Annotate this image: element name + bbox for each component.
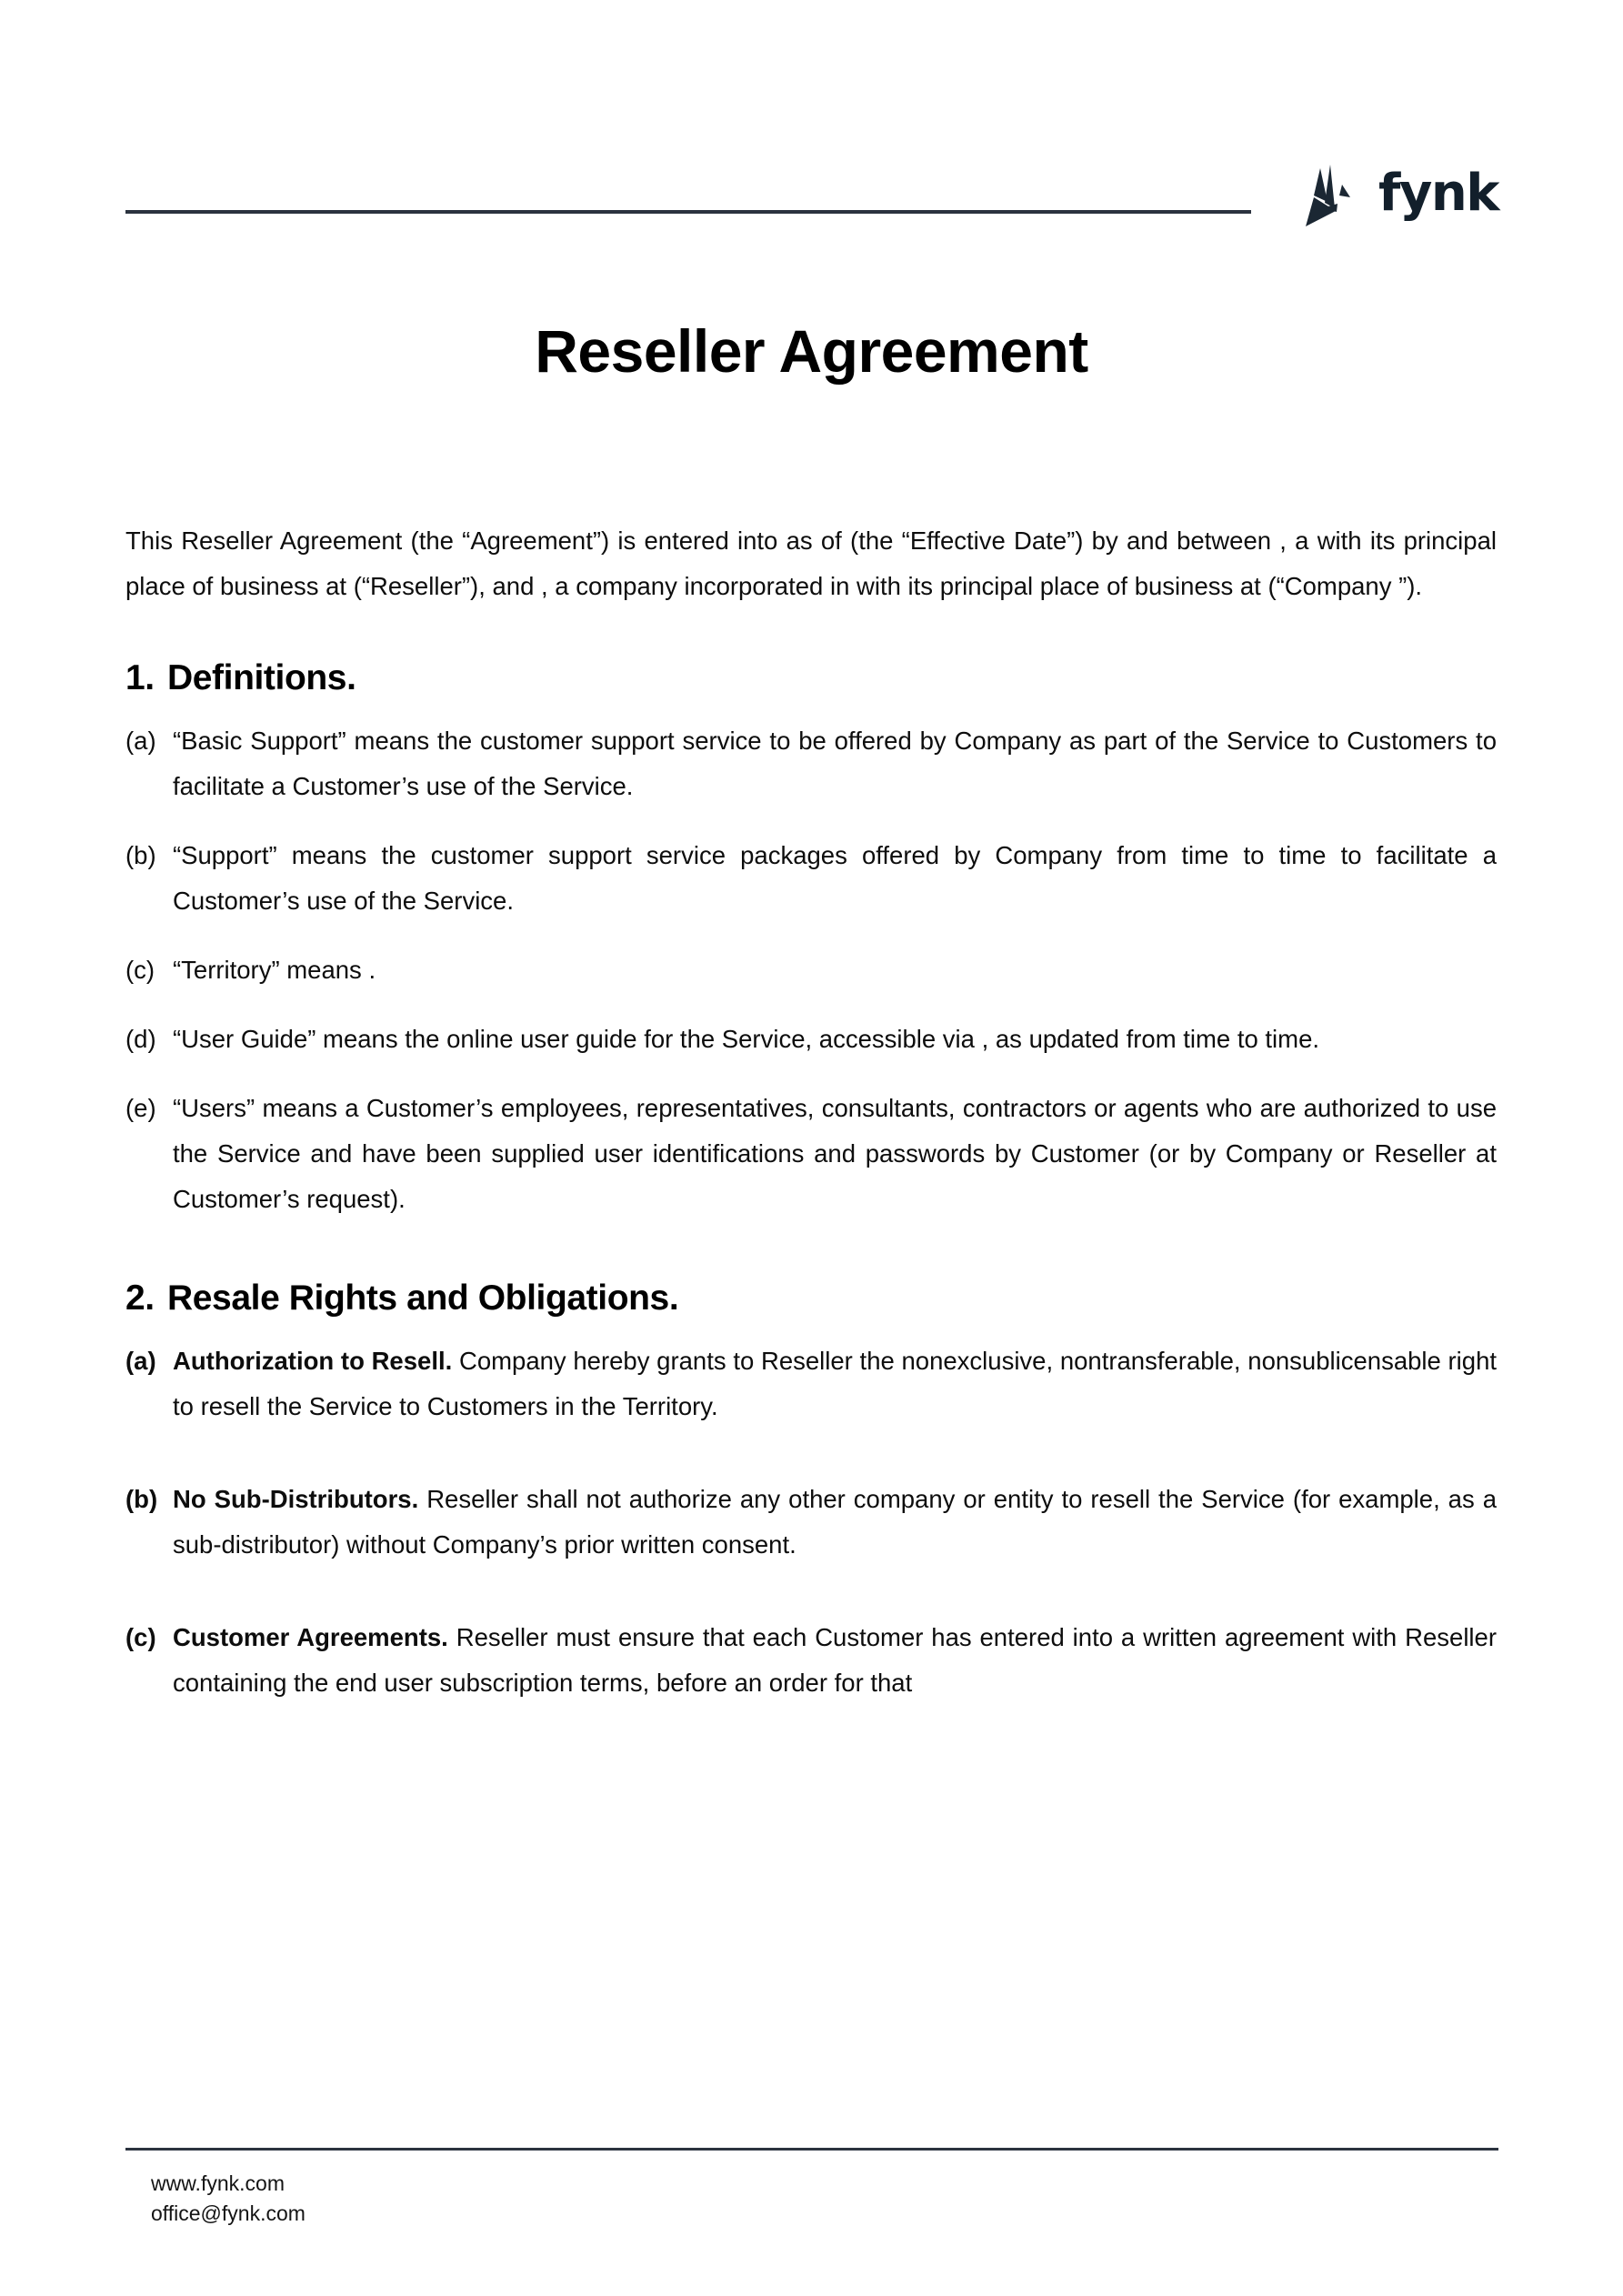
section-heading xyxy=(125,658,1497,698)
header-divider xyxy=(125,210,1251,214)
section-title: Definitions. xyxy=(167,658,356,697)
section-title: Resale Rights and Obligations. xyxy=(167,1278,679,1318)
clause-text xyxy=(173,1338,1497,1429)
fynk-origami-bird-icon xyxy=(1302,161,1366,230)
clause-item xyxy=(125,833,1497,924)
clause-text: “Territory” means . xyxy=(173,956,376,984)
clause-text xyxy=(173,1477,1497,1568)
clause-marker: (a) xyxy=(125,1347,156,1375)
clause-lead: No Sub-Distributors. xyxy=(173,1485,419,1513)
clause-text: “Support” means the customer support service packages offered by Company from time to time to facilitate a Customer’s use of the Service. xyxy=(173,841,1497,915)
clause-item xyxy=(125,1086,1497,1222)
footer-email[interactable]: office@fynk.com xyxy=(151,2201,306,2225)
clause-item xyxy=(125,1615,1497,1706)
clause-lead: Customer Agreements. xyxy=(173,1623,448,1651)
clause-text xyxy=(173,1615,1497,1706)
clause-item xyxy=(125,1017,1497,1062)
page-header xyxy=(125,145,1498,246)
clause-marker: (e) xyxy=(125,1094,156,1122)
clause-list xyxy=(125,718,1497,1222)
section-resale-rights xyxy=(125,1278,1497,1706)
clause-item xyxy=(125,1338,1497,1429)
clause-list xyxy=(125,1338,1497,1706)
clause-text-rest: Reseller must ensure that each Customer has entered into a written agreement with Reseller containing the end user subscription terms, before an order for that xyxy=(173,1623,1497,1697)
clause-text: “User Guide” means the online user guide for the Service, accessible via , as updated from time to time. xyxy=(173,1025,1320,1053)
clause-text: “Basic Support” means the customer support service to be offered by Company as part of the Service to Customers to facilitate a Customer’s use of the Service. xyxy=(173,727,1497,800)
brand-logo xyxy=(1302,161,1498,230)
page-footer xyxy=(125,2148,1498,2229)
intro-paragraph: This Reseller Agreement (the “Agreement”) is entered into as of (the “Effective Date”) by and between , a with its principal place of business at (“Reseller”), and , a company incorporated in with its principal place of business at (“Company ”). xyxy=(125,526,1497,600)
clause-text: “Users” means a Customer’s employees, representatives, consultants, contractors or agents who are authorized to use the Service and have been supplied user identifications and passwords by Customer (or by Company or Reseller at Customer’s request). xyxy=(173,1094,1497,1213)
clause-text-rest: Reseller shall not authorize any other company or entity to resell the Service (for example, as a sub-distributor) without Company’s prior written consent. xyxy=(173,1485,1497,1559)
section-definitions xyxy=(125,658,1497,1222)
clause-marker: (b) xyxy=(125,1485,158,1513)
clause-item xyxy=(125,718,1497,809)
section-heading xyxy=(125,1278,1497,1318)
clause-marker: (c) xyxy=(125,1623,156,1651)
clause-item xyxy=(125,947,1497,993)
section-number: 2. xyxy=(125,1278,155,1318)
clause-item xyxy=(125,1477,1497,1568)
clause-lead: Authorization to Resell. xyxy=(173,1347,453,1375)
footer-website[interactable]: www.fynk.com xyxy=(151,2171,285,2195)
page-title: Reseller Agreement xyxy=(535,317,1088,385)
clause-marker: (d) xyxy=(125,1025,156,1053)
footer-contact xyxy=(125,2169,1498,2229)
document-body xyxy=(125,518,1497,1753)
clause-marker: (a) xyxy=(125,727,156,755)
brand-wordmark: fynk xyxy=(1378,164,1498,223)
clause-marker: (b) xyxy=(125,841,156,869)
clause-text-rest: Company hereby grants to Reseller the nonexclusive, nontransferable, nonsublicensable right to resell the Service to Customers in the Territory. xyxy=(173,1347,1498,1420)
section-number: 1. xyxy=(125,658,155,697)
clause-marker: (c) xyxy=(125,956,155,984)
footer-divider xyxy=(125,2148,1498,2151)
